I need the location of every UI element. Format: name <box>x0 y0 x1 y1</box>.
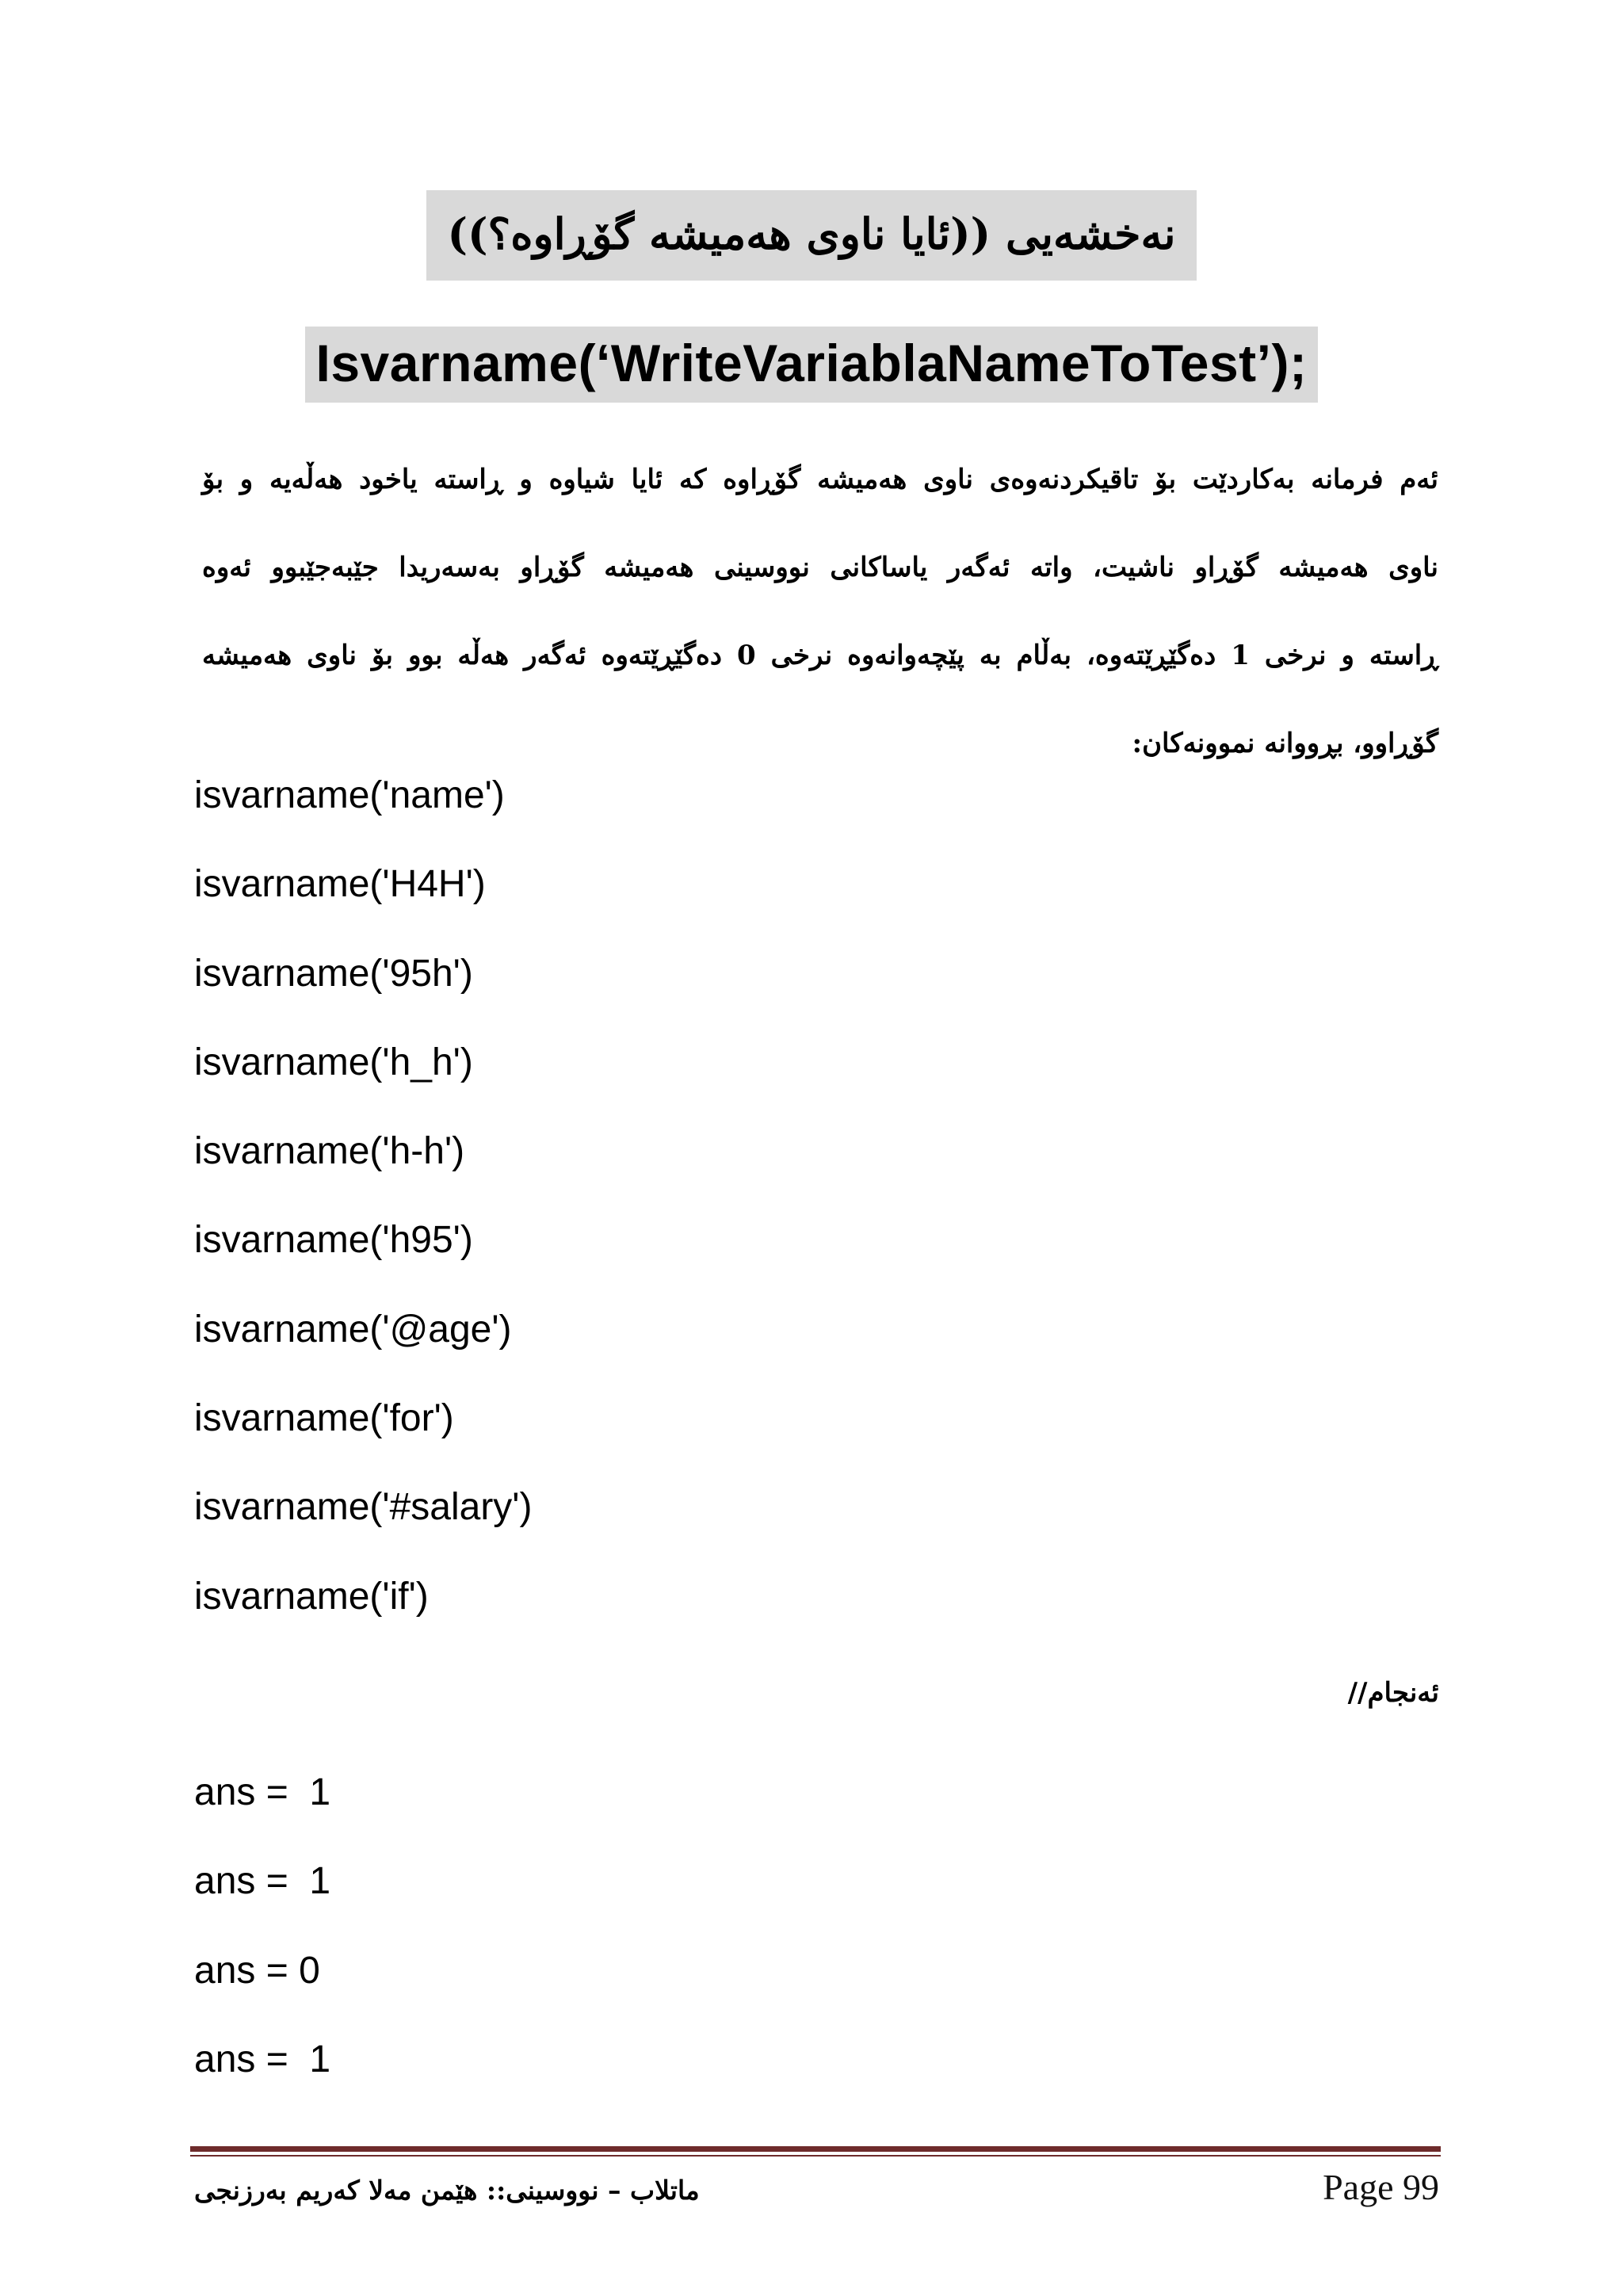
description-paragraph <box>202 436 1438 788</box>
footer-divider-thin <box>190 2155 1441 2157</box>
code-example: isvarname('h_h') <box>194 1041 473 1083</box>
paragraph-line: گۆڕاوو، بڕووانە نموونەکان: <box>1132 728 1438 759</box>
function-container <box>0 327 1623 403</box>
code-example: isvarname('name') <box>194 774 505 816</box>
section-title: نەخشەیی ((ئایا ناوی هەمیشە گۆڕاوە؟)) <box>426 190 1196 281</box>
paragraph-line: ڕاستە و نرخی 1 دەگێڕێتەوە، بەڵام بە پێچەوانەوە نرخی 0 دەگێڕێتەوە ئەگەر هەڵە بوو بۆ ناوی هەمیشە <box>202 640 1439 671</box>
footer-divider-thick <box>190 2146 1441 2152</box>
code-example: isvarname('h95') <box>194 1219 473 1262</box>
code-example: isvarname('h-h') <box>194 1130 465 1173</box>
code-example: isvarname('#salary') <box>194 1486 533 1529</box>
answers-list <box>194 1761 330 2117</box>
code-example: isvarname('for') <box>194 1397 454 1440</box>
code-example: isvarname('if') <box>194 1575 429 1618</box>
code-example: isvarname('H4H') <box>194 863 486 906</box>
answer-line: ans = 1 <box>194 2038 331 2080</box>
footer-author: ماتلاب – نووسینی:: هێمن مەلا کەریم بەرزنجی <box>194 2175 700 2206</box>
title-container <box>0 190 1623 281</box>
answer-line: ans = 1 <box>194 1771 331 1813</box>
paragraph-line: ناوی هەمیشە گۆڕاو ناشیت، واتە ئەگەر یاساکانی نووسینی هەمیشە گۆڕاو بەسەریدا جێبەجێبوو ئەوە <box>202 552 1438 583</box>
code-example: isvarname('@age') <box>194 1308 512 1350</box>
page-number: Page 99 <box>1323 2167 1439 2207</box>
answer-line: ans = 0 <box>194 1949 320 1992</box>
code-example: isvarname('95h') <box>194 952 473 995</box>
answer-line: ans = 1 <box>194 1860 331 1903</box>
result-label: ئەنجام// <box>1347 1677 1439 1709</box>
function-signature: Isvarname(‘WriteVariablaNameToTest’); <box>305 327 1319 403</box>
code-examples-list <box>194 764 532 1654</box>
paragraph-line: ئەم فرمانە بەکاردێت بۆ تاقیکردنەوەی ناوی هەمیشە گۆڕاوە کە ئایا شیاوە و ڕاستە یاخود هەڵەیە و بۆ <box>202 464 1438 495</box>
